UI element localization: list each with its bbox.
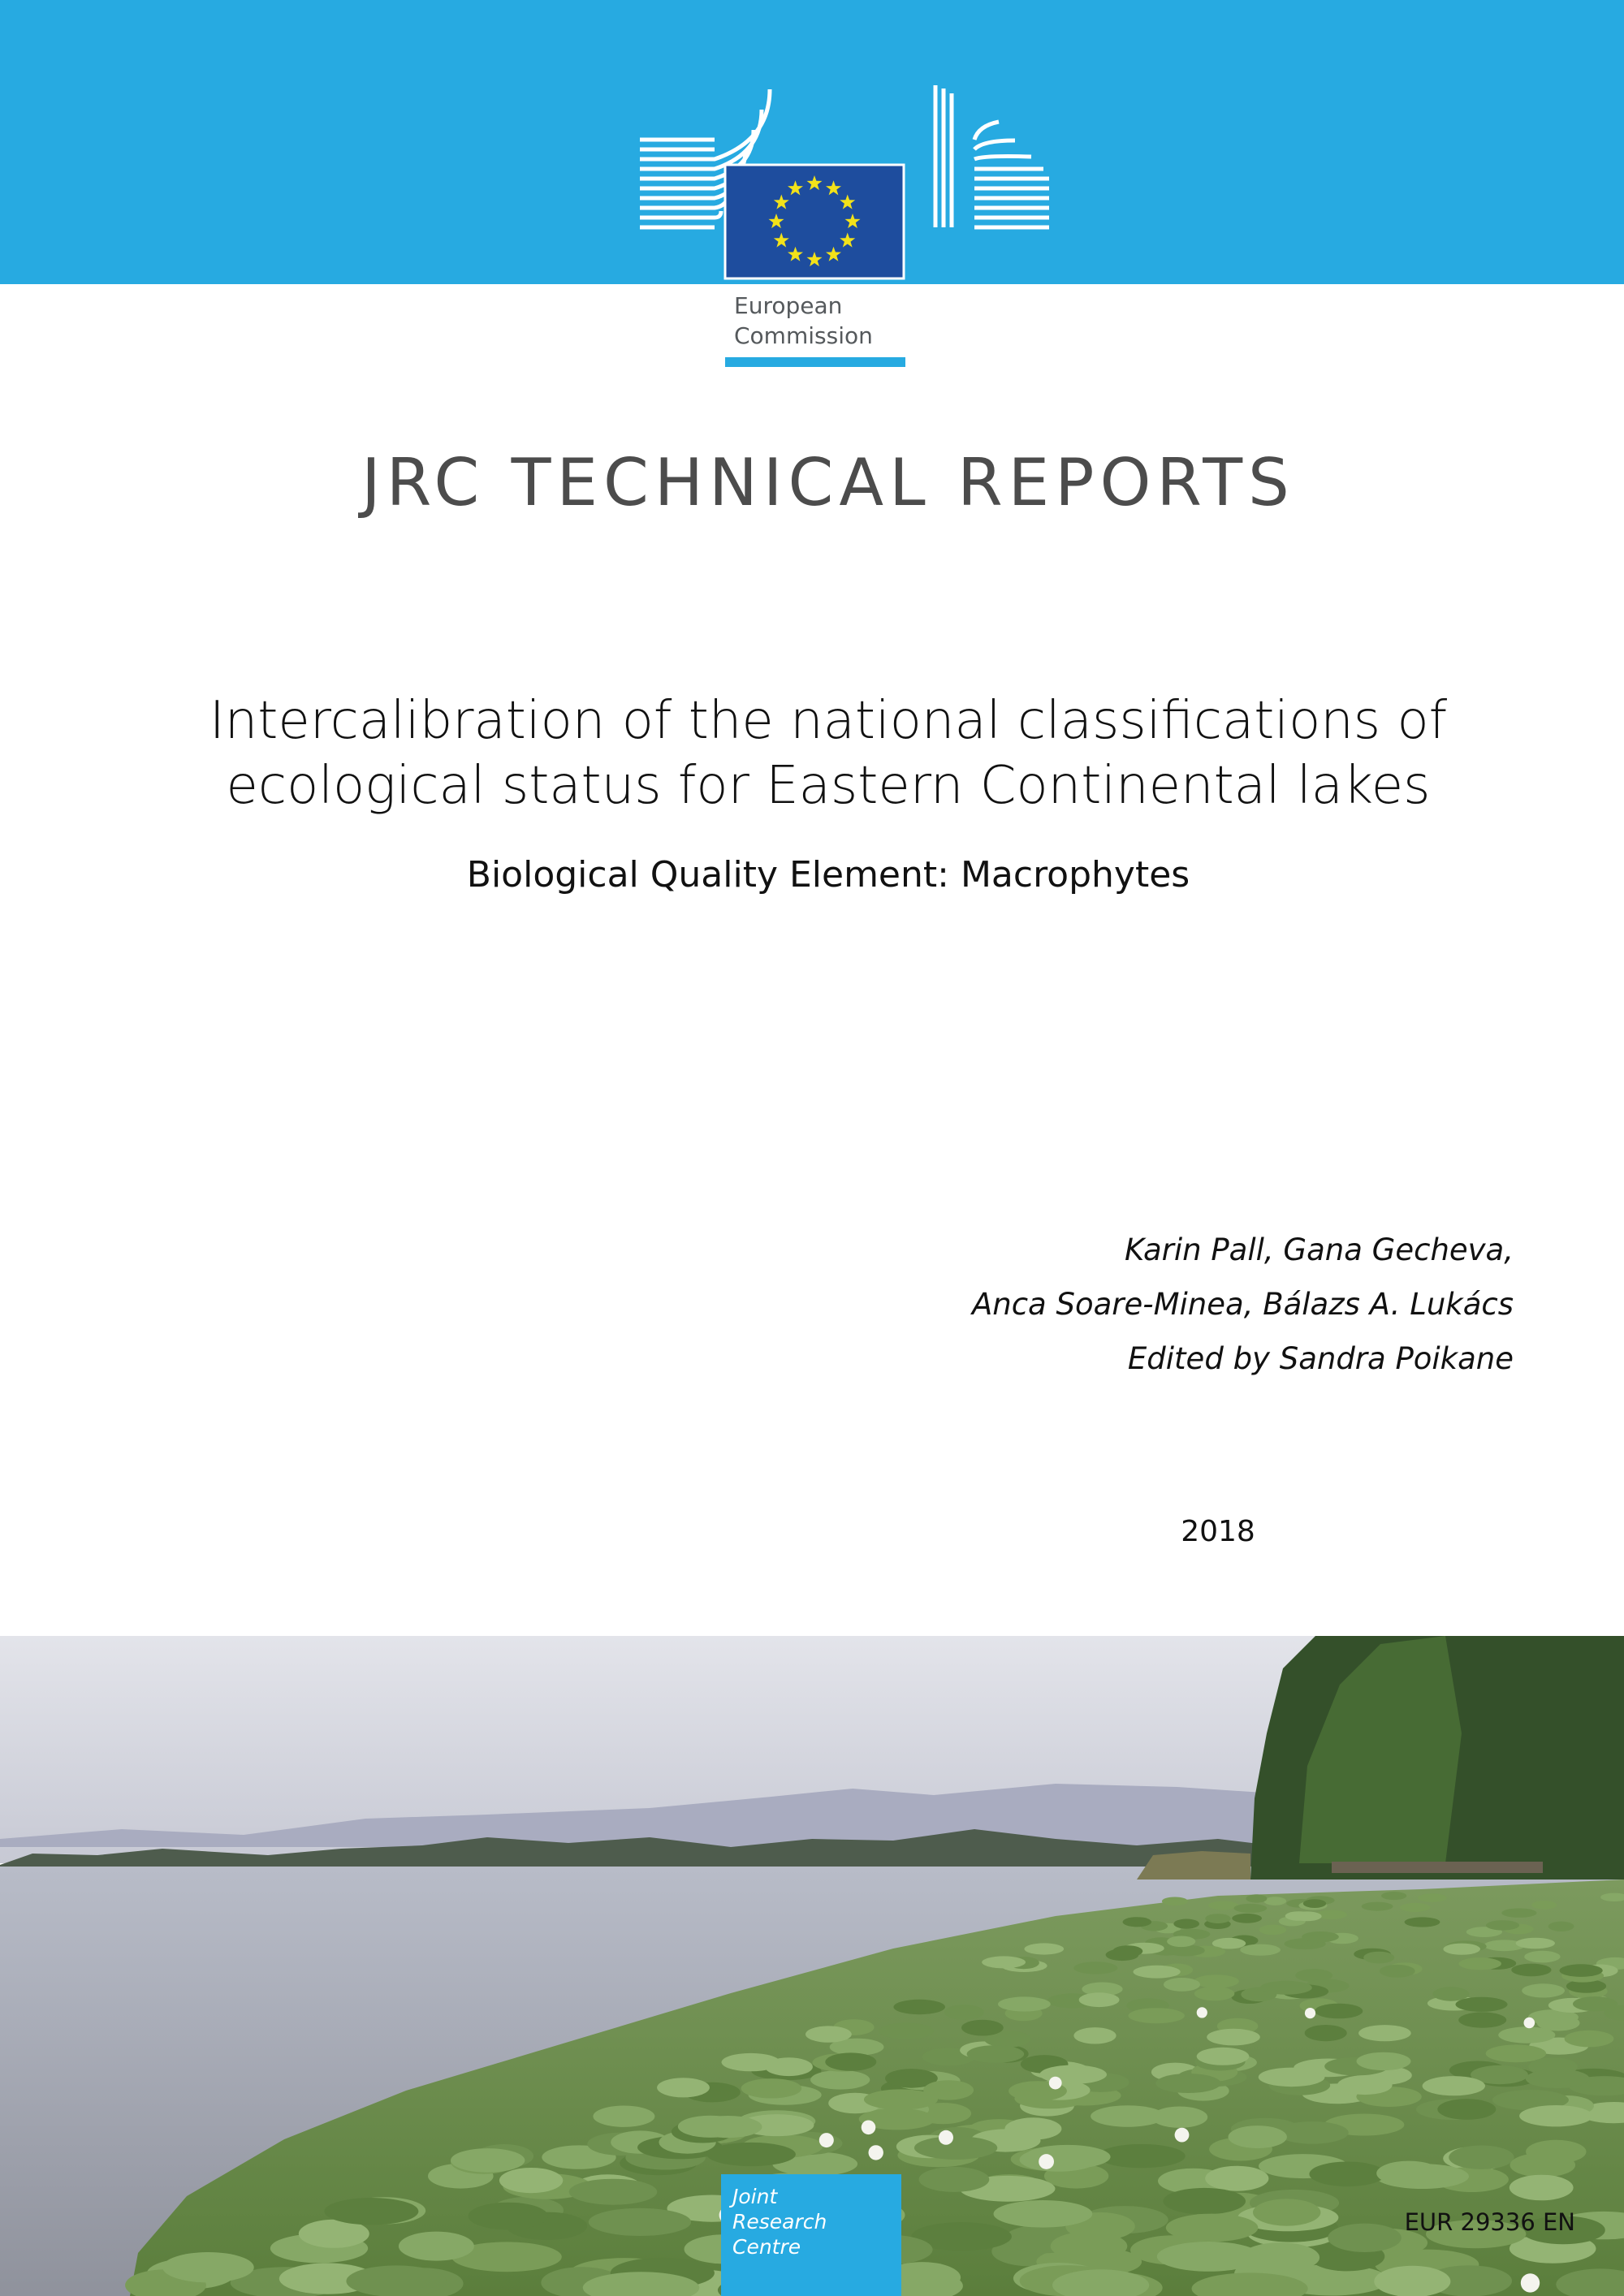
lily-pad (1459, 1957, 1501, 1970)
lily-pad (1164, 1978, 1200, 1992)
lily-pad (499, 2168, 563, 2193)
water-lily-flower (1197, 2007, 1207, 2018)
lily-pad (914, 2136, 997, 2160)
lily-pad (1134, 1966, 1181, 1979)
lily-pad (1516, 1938, 1555, 1949)
report-subtitle: Biological Quality Element: Macrophytes (466, 854, 1190, 896)
jrc-logo-line3: Centre (732, 2235, 801, 2259)
lily-pad (1073, 1962, 1117, 1974)
lily-pad (1381, 1892, 1406, 1900)
dock (1332, 1862, 1543, 1873)
lily-pad (1510, 2175, 1574, 2201)
reeds (1137, 1851, 1250, 1880)
lily-pad (1240, 1944, 1281, 1956)
lily-pad (1380, 1965, 1415, 1978)
lily-pad (1155, 2074, 1220, 2093)
lily-pad (1565, 2031, 1614, 2048)
authors-block (539, 1223, 1514, 1386)
lily-pad (1051, 2232, 1128, 2261)
series-title: JRC TECHNICAL REPORTS (361, 445, 1295, 520)
lily-pad (1232, 1914, 1262, 1923)
lily-pad (1458, 2012, 1506, 2027)
lily-pad (1207, 2029, 1260, 2046)
lily-pad (1405, 1917, 1440, 1927)
lily-pad (657, 2078, 710, 2097)
jrc-logo-line1: Joint (732, 2185, 778, 2208)
report-title-line1: Intercalibration of the national classifications of (209, 691, 1448, 751)
water-lily-flower (862, 2121, 876, 2135)
lily-pad (1157, 2242, 1261, 2272)
lily-pad (1362, 1902, 1393, 1911)
lily-pad (1079, 1992, 1120, 2007)
water-lily-flower (1524, 2018, 1535, 2029)
lily-pad (1264, 1897, 1287, 1905)
lily-pad (1276, 2121, 1349, 2144)
lily-pad (1197, 2048, 1250, 2065)
lily-pad (1328, 2224, 1402, 2252)
lily-pad (1305, 2025, 1347, 2041)
lily-pad (1303, 1899, 1326, 1908)
lily-pad (1363, 1952, 1394, 1964)
lily-pad (1437, 2099, 1496, 2120)
lily-pad (879, 2023, 934, 2039)
lily-pad (1432, 1987, 1469, 2000)
lily-pad (1357, 2052, 1411, 2070)
lily-pad (1260, 1981, 1312, 1995)
lily-pad (324, 2198, 418, 2225)
lily-pad (1537, 2015, 1580, 2031)
lily-pad (1173, 1919, 1199, 1929)
lily-pad (1511, 1964, 1551, 1977)
lily-pad (1098, 2144, 1186, 2168)
lily-pad (1285, 1911, 1313, 1921)
lily-pad (1548, 1922, 1574, 1931)
lily-pad (982, 1956, 1026, 1968)
lily-pad (1020, 2147, 1099, 2172)
lily-pad (346, 2265, 446, 2296)
lily-pad (994, 2200, 1093, 2228)
lily-pad (1531, 1901, 1557, 1910)
authors-line: Karin Pall, Gana Gecheva, (1125, 1232, 1514, 1267)
lily-pad (589, 2208, 691, 2236)
lily-pad (919, 2167, 990, 2192)
authors-line: Anca Soare-Minea, Bálazs A. Lukács (971, 1287, 1514, 1322)
lily-pad (399, 2232, 474, 2261)
lily-pad (893, 2000, 945, 2014)
lily-pad (1123, 1917, 1152, 1927)
lily-pad (1524, 1951, 1560, 1963)
lily-pad (469, 2203, 548, 2230)
lily-pad (1091, 2105, 1164, 2126)
lily-pad (1162, 1897, 1188, 1906)
lily-pad (1400, 1903, 1430, 1912)
lily-pad (1167, 1936, 1195, 1948)
lily-pad (706, 2143, 796, 2166)
lily-pad (1374, 2266, 1450, 2296)
lily-pad (1259, 1925, 1287, 1936)
water-lily-flower (1305, 2008, 1315, 2018)
lily-pad (1443, 1944, 1480, 1955)
water-lily-flower (819, 2133, 834, 2147)
lily-pad (998, 1996, 1051, 2011)
lily-pad (810, 2070, 870, 2090)
lily-pad (678, 2116, 743, 2138)
lily-pad (1315, 2004, 1363, 2019)
water-lily-flower (1521, 2273, 1540, 2292)
lily-pad (1112, 1945, 1142, 1957)
lily-pad (1194, 1974, 1238, 1987)
lily-pad (593, 2106, 654, 2127)
lily-pad (1229, 2126, 1287, 2148)
lily-pad (806, 2026, 852, 2042)
lily-pad (1573, 1996, 1618, 2011)
lily-pad (1259, 2068, 1325, 2087)
lily-pad (1073, 2027, 1116, 2044)
lily-pad (1163, 2188, 1246, 2215)
lily-pad (1526, 2140, 1586, 2164)
lily-pad (1423, 2076, 1485, 2095)
lily-pad (1337, 2075, 1393, 2095)
water-lily-flower (869, 2145, 883, 2160)
report-title-line2: ecological status for Eastern Continental lakes (226, 756, 1431, 816)
lily-pad (1205, 2166, 1268, 2191)
logo-underline (725, 357, 905, 367)
jrc-logo (721, 2174, 901, 2296)
lily-pad (1526, 2069, 1590, 2089)
lily-pad (1253, 2199, 1320, 2225)
lily-pad (923, 2080, 974, 2100)
lily-pad (1418, 1893, 1447, 1901)
lily-pad (451, 2148, 525, 2173)
lily-pad (1194, 1987, 1234, 2000)
lily-pad (1560, 1964, 1603, 1977)
lily-pad (1025, 1943, 1065, 1954)
lily-pad (1234, 1904, 1268, 1913)
lily-pad (1456, 1997, 1508, 2012)
lily-pad (825, 2052, 876, 2070)
lily-pad (1208, 1901, 1238, 1910)
lily-pad (1519, 2105, 1592, 2126)
logo-text-line2: Commission (734, 322, 873, 349)
jrc-logo-line2: Research (732, 2210, 827, 2233)
water-lily-flower (1049, 2077, 1062, 2090)
lily-pad (944, 2005, 984, 2020)
publication-year: 2018 (1181, 1515, 1255, 1548)
lily-pad (1358, 2025, 1411, 2041)
lily-pad (1486, 1920, 1519, 1930)
lily-pad (1376, 2161, 1440, 2186)
water-lily-flower (1175, 2128, 1190, 2143)
lily-pad (162, 2252, 254, 2282)
lily-pad (722, 2053, 780, 2071)
lily-pad (967, 2045, 1025, 2063)
report-number: EUR 29336 EN (1404, 2208, 1575, 2236)
report-title (130, 688, 1527, 818)
lily-pad (1246, 1894, 1267, 1902)
lily-pad (569, 2179, 658, 2205)
lily-pad (1166, 2214, 1259, 2242)
logo-text-line1: European (734, 292, 843, 319)
lily-pad (961, 2020, 1004, 2036)
lily-pad (1309, 2162, 1385, 2187)
lily-pad (1522, 1983, 1565, 1997)
water-lily-flower (939, 2130, 953, 2145)
lily-pad (741, 2078, 802, 2098)
lily-pad (1205, 1914, 1230, 1923)
water-lily-flower (1039, 2154, 1054, 2169)
lily-pad (1501, 1909, 1536, 1918)
editor-line: Edited by Sandra Poikane (1127, 1341, 1514, 1376)
lily-pad (1129, 2008, 1185, 2023)
lily-pad (1302, 1931, 1339, 1942)
lily-pad (1449, 2146, 1514, 2169)
